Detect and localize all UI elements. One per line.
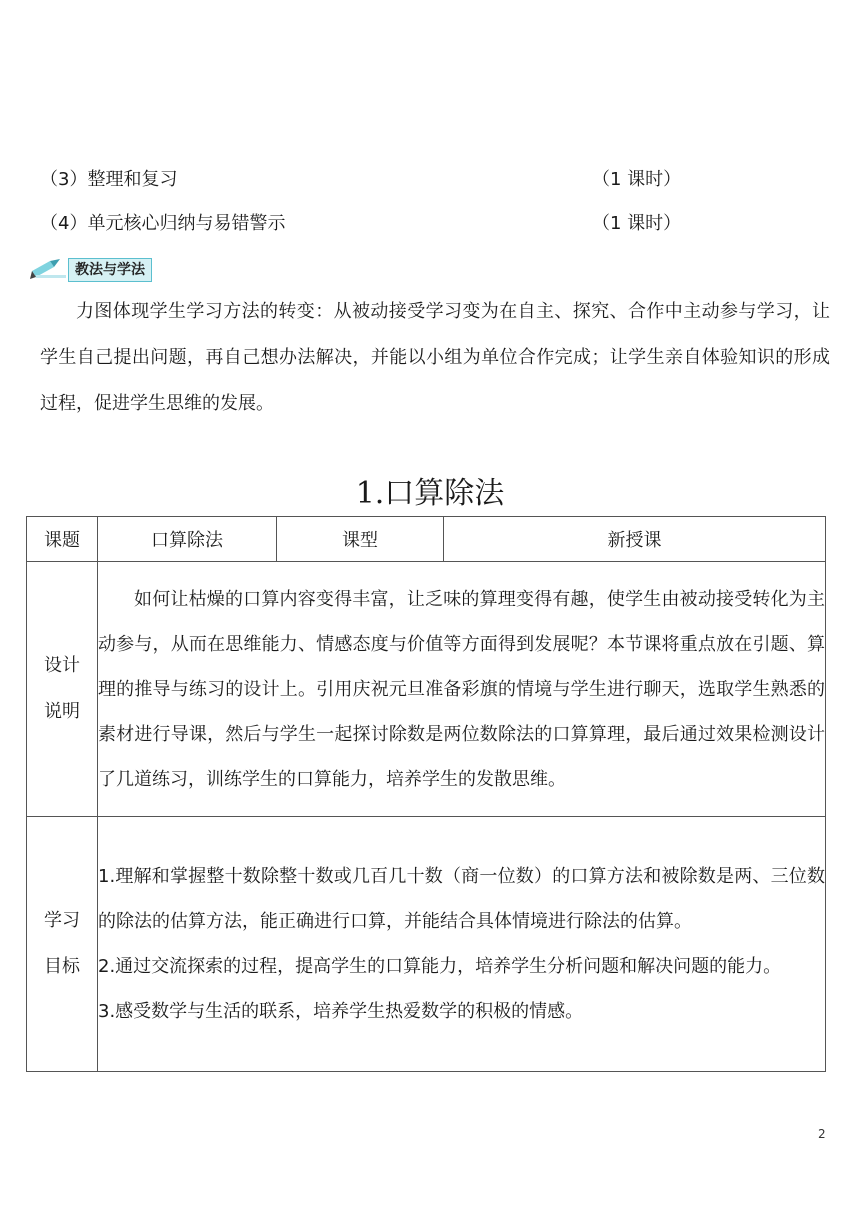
- schedule-hours: （1 课时）: [592, 213, 682, 234]
- type-value: 新授课: [444, 517, 826, 562]
- design-label: [27, 562, 98, 817]
- table-header-row: [27, 517, 826, 562]
- goal-item: 1.理解和掌握整十数除整十数或几百几十数（商一位数）的口算方法和被除数是两、三位数的除法的估算方法，能正确进行口算，并能结合具体情境进行除法的估算。: [98, 866, 825, 932]
- type-label: 课型: [277, 517, 444, 562]
- goals-label: [27, 817, 98, 1072]
- goals-text: [98, 817, 826, 1072]
- schedule-item-4: [40, 212, 820, 236]
- schedule-hours: （1 课时）: [592, 169, 682, 190]
- schedule-item-3: [40, 168, 820, 192]
- design-label-line2: 说明: [44, 701, 80, 722]
- design-text: 如何让枯燥的口算内容变得丰富，让乏味的算理变得有趣，使学生由被动接受转化为主动参与，从而在思维能力、情感态度与价值等方面得到发展呢？本节课将重点放在引题、算理的推导与练习的设计上。引用庆祝元旦准备彩旗的情境与学生进行聊天，选取学生熟悉的素材进行导课，然后与学生一起探讨除数是两位数除法的口算算理，最后通过效果检测设计了几道练习，训练学生的口算能力，培养学生的发散思维。: [98, 562, 826, 817]
- lesson-table: [26, 516, 826, 1072]
- page-number: 2: [818, 1127, 826, 1141]
- topic-value: 口算除法: [98, 517, 277, 562]
- design-label-line1: 设计: [44, 655, 80, 676]
- method-paragraph: 力图体现学生学习方法的转变：从被动接受学习变为在自主、探究、合作中主动参与学习，让学生自己提出问题，再自己想办法解决，并能以小组为单位合作完成；让学生亲自体验知识的形成过程，促进学生思维的发展。: [40, 301, 830, 414]
- goal-item: 2.通过交流探索的过程，提高学生的口算能力，培养学生分析问题和解决问题的能力。: [98, 956, 782, 977]
- goals-label-line2: 目标: [44, 956, 80, 977]
- design-row: [27, 562, 826, 817]
- goal-item: 3.感受数学与生活的联系，培养学生热爱数学的积极的情感。: [98, 1001, 584, 1022]
- schedule-label: （3）整理和复习: [40, 169, 178, 190]
- schedule-label: （4）单元核心归纳与易错警示: [40, 213, 286, 234]
- section-badge: [30, 253, 170, 283]
- topic-label: 课题: [27, 517, 98, 562]
- goals-row: [27, 817, 826, 1072]
- lesson-title: 1.口算除法: [355, 476, 505, 511]
- section-badge-label: 教法与学法: [68, 258, 152, 282]
- pen-icon: [30, 257, 70, 281]
- goals-label-line1: 学习: [44, 910, 80, 931]
